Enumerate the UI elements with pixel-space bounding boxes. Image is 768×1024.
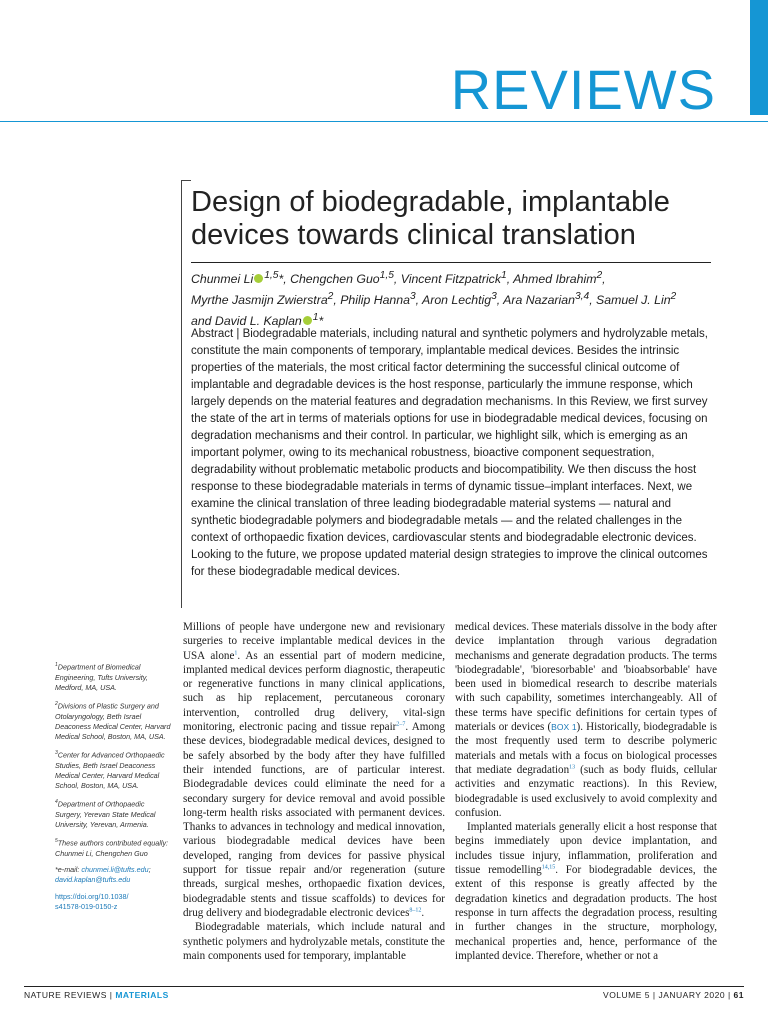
footer-rule [24,986,744,987]
author-name: Chunmei Li [191,272,254,287]
paragraph [455,820,717,963]
affiliation-text: Department of Orthopaedic Surgery, Yerevan State Medical University, Yerevan, Armenia. [55,799,156,830]
author-name: Aron Lechtig [422,293,492,308]
author-separator: * [318,314,324,329]
author-separator: , [333,293,341,308]
affiliation [55,660,171,693]
affiliation-text: Center for Advanced Orthopaedic Studies, Beth Israel Deaconess Medical Center, Harvard Medical School, Boston, MA, USA. [55,750,165,791]
header-rule [0,121,768,122]
body-text: medical devices. These materials dissolve in the body after device implantation through various degradation mechanisms and generate degradation products. The terms 'biodegradable', 'bioresorbable' and 'bioabsorbable' have been used in biomedical research to describe materials with such capability, sometimes interchangeably. All of these terms have specific definitions for certain types of materials or devices ( [455,621,717,734]
email-label: *e-mail: [55,865,82,875]
author-separator: , [602,272,606,287]
author-name: Ahmed Ibrahim [513,272,597,287]
author-name: Chengchen Guo [290,272,380,287]
author-separator: , [589,293,597,308]
author-affiliation-sup: 2 [596,270,603,281]
paragraph [183,620,445,920]
author-name: Philip Hanna [340,293,410,308]
title-bracket-line [181,180,182,608]
affiliation [55,836,171,859]
title-line-2: devices towards clinical translation [191,219,636,251]
journal-separator: | [106,990,116,1000]
affiliation-number: 4 [55,799,58,806]
title-line-1: Design of biodegradable, implantable [191,186,670,218]
author-list [191,267,721,330]
author-affiliation-sup: 3 [409,291,416,303]
footer-volume [603,990,744,1000]
abstract-text: Biodegradable materials, including natural and synthetic polymers and hydrolyzable metals, constitute the main components of temporary, implantable medical devices. Besides the intrinsic properties of the materials, the most critical factor determining the successful clinical outcome of implantable and degradable devices is the host response, particularly the immune response, which largely depends on the material features and degradation mechanisms. In this Review, we first survey the state of the art in terms of materials options for use in biodegradable medical devices, focusing on degradation mechanisms and their control. In particular, we highlight silk, which is emerging as an important polymer, owing to its mechanical robustness, bioactive component sequestration, degradability without problematic metabolic products and biocompatibility. We then discuss the host response to these biodegradable materials in terms of dynamic tissue–implant interfaces. Next, we examine the clinical translation of three leading biodegradable material systems — natural and synthetic biodegradable polymers and biodegradable metals — and the related challenges in the context of orthopaedic fixation devices, cardiovascular stents and biodegradable electronic devices. Looking to the future, we propose updated material design strategies to improve the clinical outcomes for these biodegradable medical devices. [191,328,708,578]
reference[interactable]: 1 [234,649,238,656]
body-column-1 [183,620,445,963]
author-name: Myrthe Jasmijn Zwierstra [191,293,328,308]
body-text: ). Historically, biodegradable is the most frequently used term to describe polymeric materials and metals with a focus on biological processes that mediate degradation [455,721,717,776]
affiliation-number: 1 [55,662,58,668]
reference[interactable]: 13 [569,764,576,771]
body-text: . As an essential part of modern medicine, implanted medical devices perform diagnostic, therapeutic or regenerative functions in many clinical applications, such as hip replacement, percutaneous coronary intervention, controlled drug delivery, vital-sign monitoring, electronic pacing and tissue repair [183,649,445,734]
body-text: . For biodegradable devices, the extent of this response is greatly affected by the degradation kinetics and degradation products. The host response in turn affects the degradation process, resulting in further changes in the structure, morphology, mechanical properties and, hence, performance of the implanted device. Therefore, whether or not a [455,864,717,962]
affiliation-text: Divisions of Plastic Surgery and Otolaryngology, Beth Israel Deaconess Medical Center, Harvard Medical School, Boston, MA, USA. [55,701,171,741]
email-block: *e-mail: chunmei.li@tufts.edu; david.kaplan@tufts.edu [55,865,151,885]
affiliation [55,797,171,830]
doi-line-2: s41578-019-0150-z [55,901,118,911]
reference[interactable]: 14,15 [541,864,556,871]
footer-journal [24,990,169,1000]
reference[interactable]: 8–12 [409,907,422,914]
author-affiliation-sup: 3 [491,291,497,303]
affiliation-list [55,660,171,859]
section-heading: REVIEWS [450,58,716,121]
abstract [191,326,713,581]
author-affiliation-sup: 2 [327,291,334,303]
affiliation-text: These authors contributed equally: Chunmei Li, Chengchen Guo [55,838,169,858]
affiliation [55,699,171,742]
author-separator: , [506,272,514,287]
author-separator: , [415,293,423,308]
body-text: . [421,906,425,919]
author-affiliation-sup: 2 [670,291,677,303]
body-text: (such as body fluids, cellular activities and enzymatic reactions). In this Review, biodegradable is used exclusively to avoid complexity and confusion. [455,763,717,819]
paragraph [455,620,717,820]
author-affiliation-sup: 1 [500,270,507,281]
email-link-1[interactable]: chunmei.li@tufts.edu [81,865,149,875]
page-number: 61 [733,990,744,1000]
author-separator: , [496,293,504,308]
author-affiliation-sup: 1,5 [379,270,394,281]
body-column-2 [455,620,717,963]
affiliation-number: 5 [55,838,58,845]
journal-name: NATURE REVIEWS [24,990,107,1000]
affiliation-number: 2 [55,701,58,707]
body-text: Implanted materials generally elicit a host response that begins immediately upon device implantation, and includes tissue injury, inflammation, proliferation and tissue remodelling [455,821,717,877]
box-reference-link[interactable]: BOX 1 [551,722,577,733]
author-separator: *, [278,272,291,287]
affiliation [55,748,171,791]
author-name: Samuel J. Lin [596,293,671,308]
author-name: Ara Nazarian [503,293,575,308]
title-bracket-tick [181,180,191,181]
orcid-icon[interactable] [303,316,312,325]
affiliation-number: 3 [55,750,58,757]
orcid-icon[interactable] [254,274,263,283]
body-text: . Among these devices, biodegradable medical devices, designed to be safely absorbed by the body after they have fulfilled their intended functions, are of particular interest. Biodegradable devices could eliminate the need for a secondary surgery for device removal and avoid possible long-term health risks associated with permanent devices. Thanks to advances in technology and medical innovation, various biodegradable medical devices have been developed, ranging from devices for passive physical support for tissue repair and/or regeneration (suture threads, surgical meshes, orthopaedic fixation devices, biodegradable stents and tissue scaffolds) to devices for drug delivery and biodegradable electronic devices [183,721,446,919]
author-separator: , [393,272,401,287]
abstract-label: Abstract | [191,328,243,340]
volume-info: VOLUME 5 | JANUARY 2020 | [603,990,734,1000]
author-name: Vincent Fitzpatrick [400,272,501,287]
affiliation-text: Department of Biomedical Engineering, Tufts University, Medford, MA, USA. [55,662,148,692]
author-affiliation-sup: 3,4 [574,291,590,303]
email-link-2[interactable]: david.kaplan@tufts.edu [55,875,131,885]
reference[interactable]: 2–7 [396,721,406,728]
author-affiliation-sup: 1 [312,312,319,324]
affiliations-sidebar [55,660,171,912]
body-text: Millions of people have undergone new and revisionary surgeries to receive implantable medical devices in the USA alone [183,621,445,662]
paragraph: Biodegradable materials, which include natural and synthetic polymers and hydrolyzable metals, constitute the main components used for temporary, implantable [183,921,445,962]
doi-link[interactable] [55,892,171,912]
article-title [191,186,731,252]
edge-tab-marker [750,0,768,115]
author-name: and David L. Kaplan [191,314,302,329]
title-rule [191,262,711,263]
journal-section: MATERIALS [115,990,169,1000]
author-affiliation-sup: 1,5 [264,270,279,281]
doi-line-1: https://doi.org/10.1038/ [55,891,129,901]
